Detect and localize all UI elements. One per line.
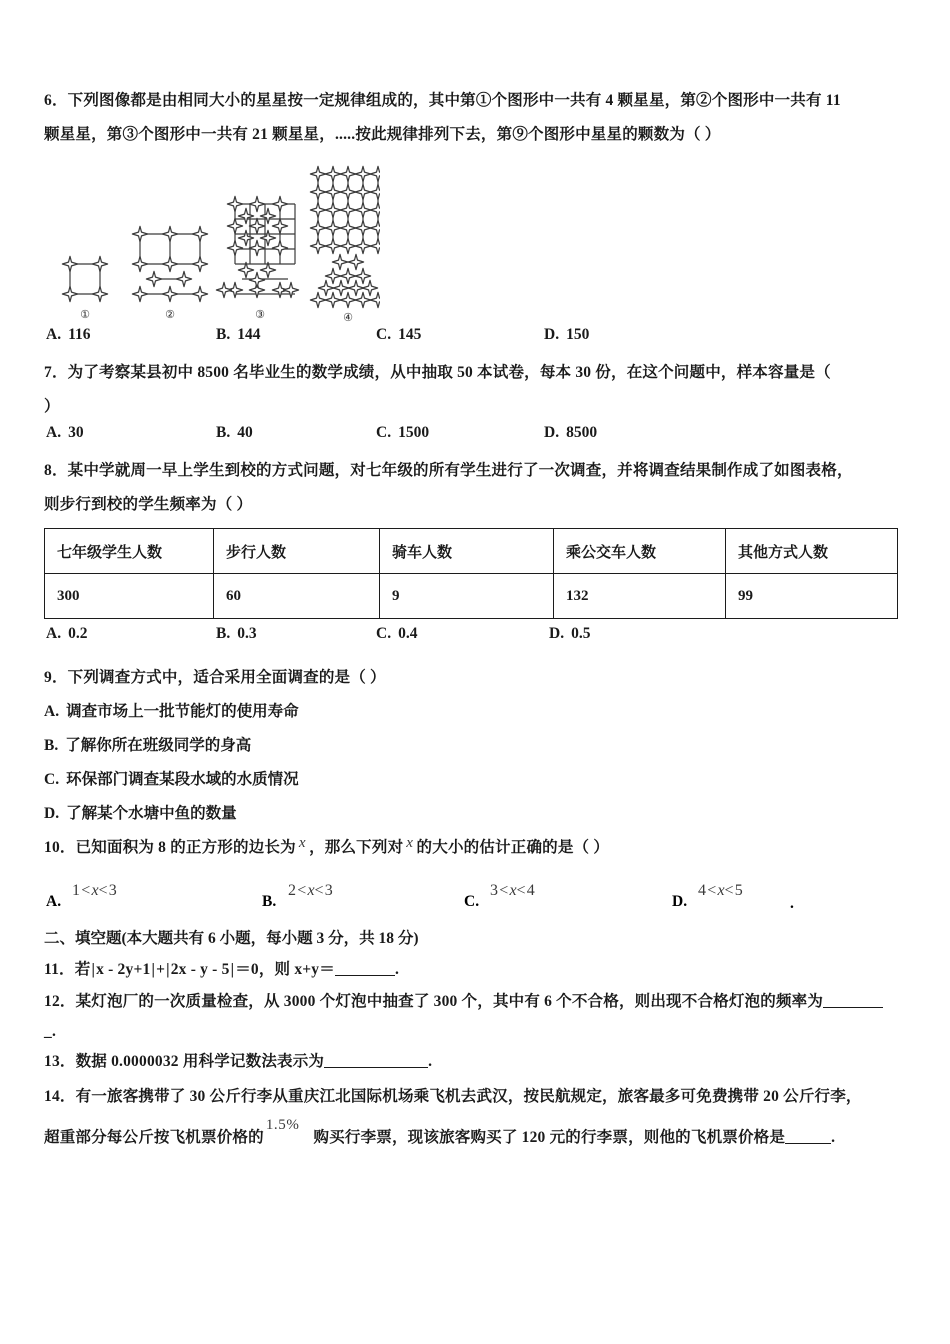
question-10-number: 10．: [44, 839, 76, 856]
question-11-blank[interactable]: [335, 961, 395, 976]
question-6-options: [44, 326, 900, 356]
question-10-options: [44, 865, 900, 911]
question-11-line: [44, 955, 900, 985]
table-header-cell: 步行人数: [214, 529, 380, 574]
question-10-option-a[interactable]: A. 1<x<3: [46, 882, 118, 910]
question-13-tail: .: [428, 1053, 433, 1070]
question-7-text-1: 为了考察某县初中 8500 名毕业生的数学成绩，从中抽取 50 本试卷，每本 30 份，在这个问题中，样本容量是（: [67, 364, 831, 381]
section-two-heading: 二、填空题(本大题共有 6 小题，每小题 3 分，共 18 分): [44, 930, 419, 947]
question-14-text-2-pre: 超重部分每公斤按飞机票价格的: [44, 1129, 264, 1146]
figure-2-stars: [132, 226, 207, 301]
question-9-line-1: [44, 661, 900, 695]
question-10-line-1: [44, 831, 900, 865]
question-7-line-1: [44, 356, 900, 390]
question-8-option-c[interactable]: C. 0.4: [376, 625, 418, 642]
question-10-formula-a: 1<x<3: [72, 882, 118, 899]
question-14-tail: .: [831, 1129, 836, 1146]
table-row: [45, 574, 898, 619]
question-14-blank[interactable]: [785, 1129, 831, 1144]
abs-bar-close-2: |: [230, 961, 235, 978]
question-7-line-2: ）: [44, 398, 60, 415]
question-10-option-d[interactable]: D. 4<x<5 .: [672, 882, 794, 912]
question-11-plus: +: [156, 961, 166, 978]
question-6-text-1: 下列图像都是由相同大小的星星按一定规律组成的，其中第①个图形中一共有 4 颗星星，第②个图形中一共有 11: [67, 92, 841, 109]
question-6-option-c[interactable]: C. 145: [376, 326, 422, 343]
question-8-option-a[interactable]: A. 0.2: [46, 625, 88, 642]
question-6-option-b[interactable]: B. 144: [216, 326, 261, 343]
question-7-option-c[interactable]: C. 1500: [376, 424, 430, 441]
abs-bar-close-1: |: [151, 961, 156, 978]
question-7-options: [44, 424, 900, 454]
question-10-option-c[interactable]: C. 3<x<4: [464, 882, 536, 910]
question-9-text-1: 下列调查方式中，适合采用全面调查的是（ ）: [67, 669, 386, 686]
question-13-text-1: 数据 0.0000032 用科学记数法表示为: [75, 1053, 325, 1070]
question-12-blank[interactable]: [823, 993, 883, 1008]
question-14-text-2-post: 购买行李票，现该旅客购买了 120 元的行李票，则他的飞机票价格是: [313, 1129, 786, 1146]
question-9-option-c[interactable]: C. 环保部门调查某段水域的水质情况: [44, 771, 299, 788]
question-11-expr1: x - 2y+1: [96, 961, 151, 978]
question-6-line-2: 颗星星，第③个图形中一共有 21 颗星星，.....按此规律排列下去，第⑨个图形中星星的颗数为（ ）: [44, 126, 721, 143]
question-8-line-2: 则步行到校的学生频率为（ ）: [44, 496, 253, 513]
table-cell: 60: [214, 574, 380, 619]
question-11-seg2: ＝0，则 x+y＝: [235, 961, 335, 978]
question-10-option-d-trail: .: [790, 895, 794, 912]
question-8-number: 8．: [44, 462, 68, 479]
question-11-seg1: 若: [74, 961, 91, 978]
question-8-line-1: [44, 454, 900, 488]
figure-4-caption: ④: [343, 312, 353, 324]
table-header-cell: 七年级学生人数: [45, 529, 214, 574]
question-14-text-1: 有一旅客携带了 30 公斤行李从重庆江北国际机场乘飞机去武汉，按民航规定，旅客最多可免费携带 20 公斤行李，: [75, 1088, 862, 1105]
question-13-number: 13．: [44, 1053, 76, 1070]
question-12-line-2: _.: [44, 1023, 57, 1040]
table-header-cell: 乘公交车人数: [554, 529, 726, 574]
question-11-tail: .: [394, 961, 400, 978]
figure-2-caption: ②: [165, 309, 175, 321]
question-14-percent: 1.5%: [265, 1117, 300, 1133]
question-10-text-prefix: 已知面积为 8 的正方形的边长为: [75, 839, 296, 856]
question-10-option-b[interactable]: B. 2<x<3: [262, 882, 334, 910]
survey-table: [44, 528, 898, 619]
figure-1-stars: [62, 256, 107, 301]
question-13-line: [44, 1045, 900, 1079]
question-12-line-1: [44, 985, 900, 1019]
table-cell: 300: [45, 574, 214, 619]
star-pattern-figure: [50, 158, 900, 326]
question-6-line-1: [44, 84, 900, 118]
question-8-options: [44, 625, 900, 655]
question-7-option-b[interactable]: B. 40: [216, 424, 253, 441]
question-10-formula-c: 3<x<4: [490, 882, 536, 899]
question-6-option-d[interactable]: D. 150: [544, 326, 590, 343]
question-12-text-1: 某灯泡厂的一次质量检查，从 3000 个灯泡中抽查了 300 个，其中有 6 个不合格，则出现不合格灯泡的频率为: [75, 993, 824, 1010]
question-11-expr2: 2x - y - 5: [170, 961, 230, 978]
question-8-option-d[interactable]: D. 0.5: [549, 625, 591, 642]
question-10-text-middle: ，那么下列对: [309, 839, 404, 856]
table-header-row: [45, 529, 898, 574]
question-10-var-1: x: [298, 835, 307, 851]
figure-4-stars: [310, 166, 380, 307]
page-content: [44, 84, 900, 1161]
question-8-option-b[interactable]: B. 0.3: [216, 625, 257, 642]
table-header-cell: 其他方式人数: [726, 529, 898, 574]
table-header-cell: 骑车人数: [380, 529, 554, 574]
question-11-number: 11．: [44, 961, 75, 978]
question-14-line-2: [44, 1115, 900, 1161]
question-6-number: 6．: [44, 92, 68, 109]
abs-bar-open-1: |: [91, 961, 96, 978]
question-10-text-suffix: 的大小的估计正确的是（ ）: [416, 839, 610, 856]
question-10-formula-d: 4<x<5: [698, 882, 744, 899]
figure-1-caption: ①: [80, 309, 90, 321]
question-8-text-1: 某中学就周一早上学生到校的方式问题，对七年级的所有学生进行了一次调查，并将调查结果制作成了如图表格，: [67, 462, 853, 479]
star-pattern-svg: [50, 158, 380, 326]
table-cell: 99: [726, 574, 898, 619]
table-cell: 9: [380, 574, 554, 619]
question-9-option-d[interactable]: D. 了解某个水塘中鱼的数量: [44, 805, 237, 822]
question-10-var-2: x: [406, 835, 414, 851]
question-9-option-b[interactable]: B. 了解你所在班级同学的身高: [44, 737, 252, 754]
question-9-option-a[interactable]: A. 调查市场上一批节能灯的使用寿命: [44, 703, 299, 720]
question-12-number: 12．: [44, 993, 76, 1010]
question-7-option-d[interactable]: D. 8500: [544, 424, 598, 441]
question-7-option-a[interactable]: A. 30: [46, 424, 84, 441]
figure-3-caption: ③: [255, 309, 265, 321]
question-10-formula-b: 2<x<3: [288, 882, 334, 899]
abs-bar-open-2: |: [166, 961, 170, 978]
question-6-option-a[interactable]: A. 116: [46, 326, 91, 343]
question-14-line-1: [44, 1079, 900, 1115]
question-9-number: 9．: [44, 669, 68, 686]
question-14-number: 14．: [44, 1088, 76, 1105]
question-7-number: 7．: [44, 364, 68, 381]
question-13-blank[interactable]: [324, 1053, 428, 1068]
table-cell: 132: [554, 574, 726, 619]
figure-3-stars: [216, 196, 298, 297]
